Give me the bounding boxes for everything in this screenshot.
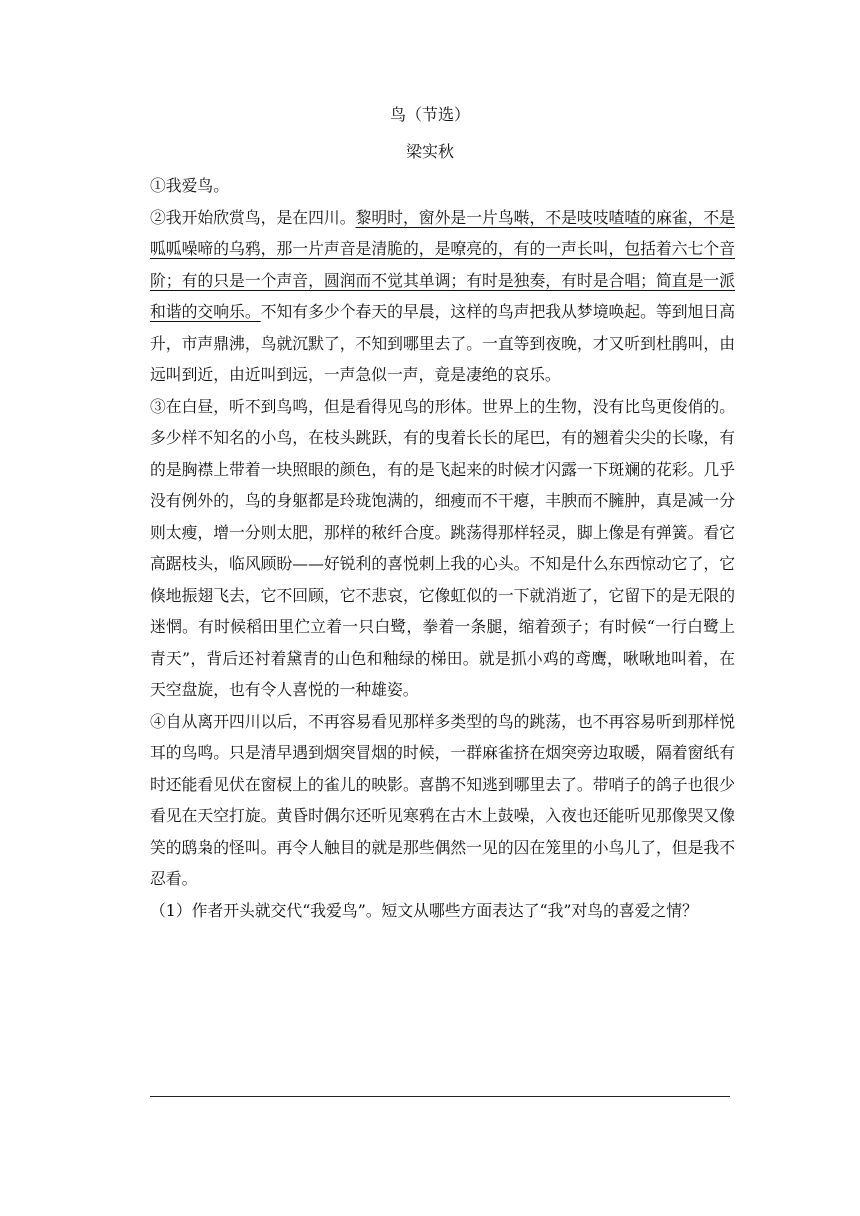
paragraph-1: ①我爱鸟。 xyxy=(150,176,229,195)
paragraph-2-underlined-passage: 黎明时，窗外是一片鸟啭，不是吱吱喳喳的麻雀，不是呱呱噪啼的乌鸦，那一片声音是清脆的，是嘹亮的，有的一声长叫，包括着六七个音阶；有的只是一个声音，圆润而不觉其单调；有时是独奏，有时是合唱；简直是一派和谐的交响乐。 xyxy=(150,207,735,321)
paragraph-2-rest: 不知有多少个春天的早晨，这样的鸟声把我从梦境唤起。等到旭日高升，市声鼎沸，鸟就沉默了，不知到哪里去了。一直等到夜晚，才又听到杜鹃叫，由远叫到近，由近叫到远，一声急似一声，竟是凄绝的哀乐。 xyxy=(150,302,735,384)
paragraph-2-intro: ②我开始欣赏鸟，是在四川。 xyxy=(150,207,356,227)
question-1: （1）作者开头就交代“我爱鸟”。短文从哪些方面表达了“我”对鸟的喜爱之情？ xyxy=(150,900,698,920)
article-body xyxy=(150,170,735,926)
article-title: 鸟（节选） xyxy=(389,105,470,124)
paragraph-2 xyxy=(150,202,735,391)
paragraph-4: ④自从离开四川以后，不再容易看见那样多类型的鸟的跳荡，也不再容易听到那样悦耳的鸟鸣。只是清早遇到烟突冒烟的时候，一群麻雀挤在烟突旁边取暖，隔着窗纸有时还能看见伏在窗棂上的雀儿的映影。喜鹊不知逃到哪里去了。带哨子的鸽子也很少看见在天空打旋。黄昏时偶尔还听见寒鸦在古木上鼓噪，入夜也还能听见那像哭又像笑的鸱枭的怪叫。再令人触目的就是那些偶然一见的囚在笼里的小鸟儿了，但是我不忍看。 xyxy=(150,711,735,888)
paragraph-3: ③在白昼，听不到鸟鸣，但是看得见鸟的形体。世界上的生物，没有比鸟更俊俏的。多少样不知名的小鸟，在枝头跳跃，有的曳着长长的尾巴，有的翘着尖尖的长喙，有的是胸襟上带着一块照眼的颜色，有的是飞起来的时候才闪露一下斑斓的花彩。几乎没有例外的，鸟的身躯都是玲珑饱满的，细瘦而不干瘪，丰腴而不臃肿，真是减一分则太瘦，增一分则太肥，那样的秾纤合度。跳荡得那样轻灵，脚上像是有弹簧。看它高踞枝头，临风顾盼——好锐利的喜悦刺上我的心头。不知是什么东西惊动它了，它倏地振翅飞去，它不回顾，它不悲哀，它像虹似的一下就消逝了，它留下的是无限的迷惘。有时候稻田里伫立着一只白鹭，拳着一条腿，缩着颈子；有时候“一行白鹭上青天”，背后还衬着黛青的山色和釉绿的梯田。就是抓小鸡的鸢鹰，啾啾地叫着，在天空盘旋，也有令人喜悦的一种雄姿。 xyxy=(150,396,735,699)
answer-line[interactable] xyxy=(150,1096,730,1097)
article-author: 梁实秋 xyxy=(405,142,454,161)
